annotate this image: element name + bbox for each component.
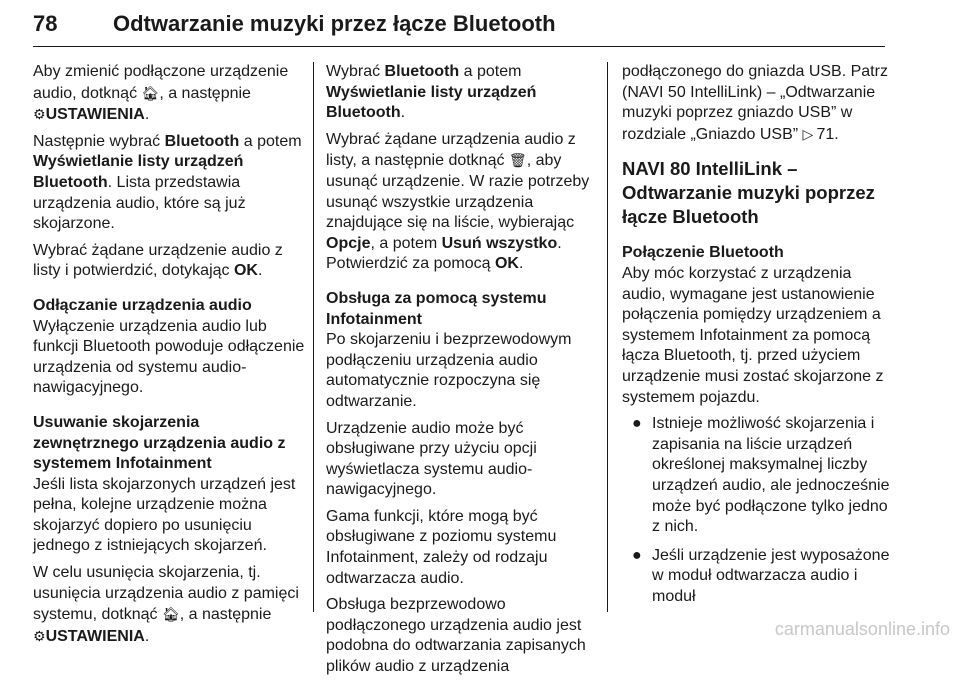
column-divider — [313, 62, 314, 612]
home-icon: 🏠︎ — [141, 84, 160, 101]
text: W celu usunięcia skojarzenia, tj. usunięcia urządzenia audio z pamięci systemu, dotknąć — [33, 564, 299, 624]
column-3 — [622, 62, 894, 615]
paragraph — [622, 62, 894, 145]
paragraph — [33, 241, 305, 282]
menu-label: USTAWIENIA — [45, 106, 145, 124]
text: , a potem — [370, 234, 442, 252]
gear-icon: ⚙︎ — [33, 106, 46, 123]
list-item — [622, 414, 894, 538]
column-divider — [607, 62, 608, 612]
bullet-icon: ● — [632, 546, 642, 564]
text: . — [144, 106, 150, 124]
text: . — [144, 627, 150, 645]
paragraph: Wyłączenie urządzenia audio lub funkcji Bluetooth powoduje odłączenie urządzenia od systemu audio-nawigacyjnego. — [33, 317, 305, 397]
column-1 — [33, 62, 305, 653]
trash-icon: 🗑︎ — [508, 152, 527, 169]
text: . — [557, 234, 562, 252]
text: a potem — [459, 63, 522, 80]
page-title: Odtwarzanie muzyki przez łącze Bluetooth — [113, 11, 556, 36]
home-icon: 🏠︎ — [161, 606, 180, 623]
paragraph: Gama funkcji, które mogą być obsługiwane z poziomu systemu Infotainment, zależy od rodzaju odtwarzacza audio. — [326, 507, 557, 587]
paragraph — [33, 563, 305, 647]
menu-label: Wyświetlanie listy urządzeń Bluetooth — [326, 83, 537, 122]
menu-label: Usuń wszystko — [441, 234, 558, 252]
page-header — [33, 2, 885, 47]
text: . — [257, 262, 263, 280]
bullet-icon: ● — [632, 415, 642, 433]
text: Aby zmienić podłączone urządzenie audio, dotknąć — [33, 63, 289, 102]
menu-label: USTAWIENIA — [45, 627, 145, 645]
text: Wybrać żądane urządzenie audio z listy i potwierdzić, dotykając — [33, 241, 283, 280]
section-heading: Odłączanie urządzenia audio — [33, 296, 252, 314]
text: , aby usunąć urządzenie. W razie potrzeby usunąć wszystkie urządzenia znajdujące się na liście, wybierając — [326, 152, 590, 232]
bullet-list — [622, 414, 894, 607]
text: . — [518, 255, 524, 273]
section-title: NAVI 80 IntelliLink – Odtwarzanie muzyki poprzez łącze Bluetooth — [622, 158, 875, 228]
page-number: 78 — [33, 11, 58, 36]
section-heading: Obsługa za pomocą systemu Infotainment — [326, 289, 547, 328]
column-2 — [326, 62, 598, 684]
paragraph: Po skojarzeniu i bezprzewodowym podłączeniu urządzenia audio automatycznie rozpoczyna się odtwarzanie. — [326, 331, 572, 410]
text: Potwierdzić za pomocą — [326, 255, 495, 273]
menu-label: OK — [494, 255, 519, 273]
list-item-text: Jeśli urządzenie jest wyposażone w moduł odtwarzacza audio i moduł — [652, 546, 890, 605]
watermark-link[interactable]: carmanualsonline.info — [774, 619, 950, 639]
paragraph — [33, 62, 305, 126]
ref-arrow-icon: ▷ — [802, 125, 814, 142]
list-item-text: Istnieje możliwość skojarzenia i zapisania na liście urządzeń określonej maksymalnej liczby urządzeń audio, ale jednocześnie może być podłączone tylko jedno z nich. — [652, 415, 890, 536]
paragraph: Jeśli lista skojarzonych urządzeń jest pełna, kolejne urządzenie można skojarzyć dopiero po usunięciu jednego z istniejących skojarzeń. — [33, 475, 296, 555]
paragraph: Obsługa bezprzewodowo podłączonego urządzenia audio jest podobna do odtwarzania zapisanych plików audio z urządzenia — [326, 596, 586, 676]
section-heading: Usuwanie skojarzenia zewnętrznego urządzenia audio z systemem Infotainment — [33, 413, 286, 473]
text: . — [400, 104, 406, 122]
text: , a następnie — [159, 84, 251, 102]
paragraph — [326, 130, 598, 275]
text: . Lista przedstawia urządzenia audio, które są już skojarzone. — [33, 173, 246, 233]
list-item — [622, 546, 894, 608]
text: podłączonego do gniazda USB. Patrz (NAVI 50 IntelliLink) – „Odtwarzanie muzyki poprzez gniazdo USB” w rozdziale „Gniazdo USB” — [622, 63, 888, 143]
gear-icon: ⚙︎ — [33, 627, 46, 644]
text: Następnie wybrać — [33, 132, 165, 150]
text: , a następnie — [179, 606, 272, 624]
menu-label: OK — [233, 262, 258, 280]
menu-label: Bluetooth — [384, 63, 460, 80]
menu-label: Opcje — [326, 234, 371, 252]
paragraph — [33, 132, 305, 235]
page-reference: 71. — [816, 125, 839, 143]
menu-label: Wyświetlanie listy urządzeń Bluetooth — [33, 153, 244, 191]
text: Wybrać — [326, 63, 385, 80]
paragraph — [326, 62, 598, 124]
paragraph: Aby móc korzystać z urządzenia audio, wymagane jest ustanowienie połączenia pomiędzy urządzeniem a systemem Infotainment za pomocą łącza Bluetooth, tj. przed użyciem urządzenie musi zostać skojarzone z systemem pojazdu. — [622, 264, 884, 406]
menu-label: Bluetooth — [164, 132, 240, 150]
text: Wybrać żądane urządzenia audio z listy, a następnie dotknąć — [326, 130, 576, 170]
paragraph: Urządzenie audio może być obsługiwane przy użyciu opcji wyświetlacza systemu audio-nawigacyjnego. — [326, 419, 537, 499]
text: a potem — [239, 132, 302, 150]
section-heading: Połączenie Bluetooth — [622, 244, 784, 262]
